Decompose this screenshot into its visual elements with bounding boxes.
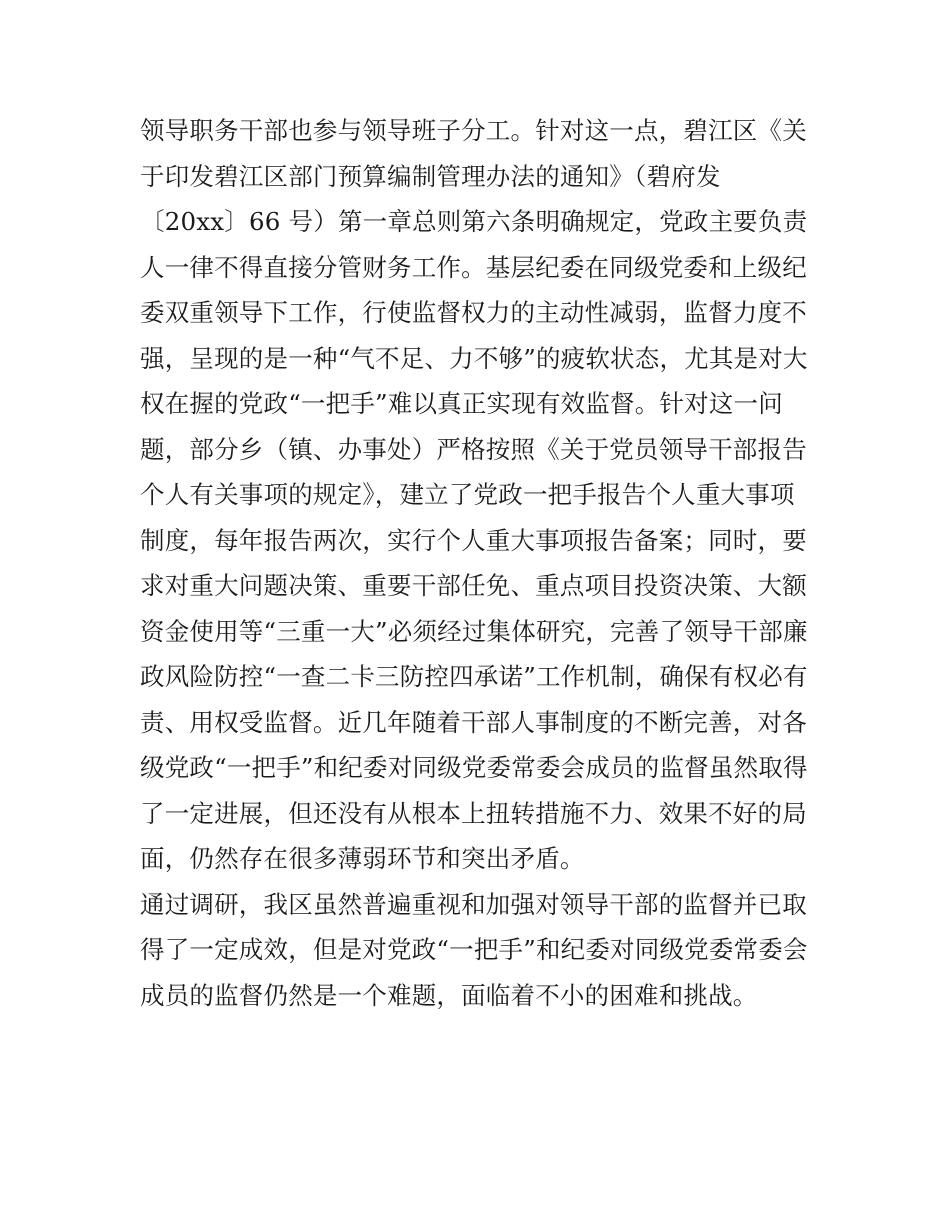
- text-line: 责、用权受监督。近几年随着干部人事制度的不断完善，对各: [140, 707, 807, 737]
- text-line: 题，部分乡（镇、办事处）严格按照《关于党员领导干部报告: [140, 434, 807, 464]
- text-line: 领导职务干部也参与领导班子分工。针对这一点，碧江区《关: [140, 116, 807, 145]
- text-line: 求对重大问题决策、重要干部任免、重点项目投资决策、大额: [140, 571, 807, 600]
- text-line: 通过调研，我区虽然普遍重视和加强对领导干部的监督并已取: [140, 889, 807, 919]
- text-line: 人一律不得直接分管财务工作。基层纪委在同级党委和上级纪: [140, 252, 807, 282]
- text-line: 委双重领导下工作，行使监督权力的主动性减弱，监督力度不: [140, 298, 807, 327]
- text-line: 于印发碧江区部门预算编制管理办法的通知》（碧府发: [140, 161, 721, 191]
- paragraph-1: [140, 108, 820, 882]
- text-line: 资金使用等“三重一大”必须经过集体研究，完善了领导干部廉: [140, 616, 808, 646]
- text-line: 〔20xx〕66 号）第一章总则第六条明确规定，党政主要负责: [140, 207, 808, 236]
- text-line: 强，呈现的是一种“气不足、力不够”的疲软状态，尤其是对大: [140, 343, 808, 373]
- text-line: 制度，每年报告两次，实行个人重大事项报告备案；同时，要: [140, 525, 807, 555]
- paragraph-2: [140, 882, 820, 1019]
- text-line: 级党政“一把手”和纪委对同级党委常委会成员的监督虽然取得: [140, 753, 808, 782]
- text-line: 了一定进展，但还没有从根本上扭转措施不力、效果不好的局: [140, 798, 807, 828]
- text-line: 面，仍然存在很多薄弱环节和突出矛盾。: [140, 844, 585, 873]
- body-text: [140, 108, 820, 1018]
- text-line: 政风险防控“一查二卡三防控四承诺”工作机制，确保有权必有: [140, 662, 808, 691]
- text-line: 权在握的党政“一把手”难以真正实现有效监督。针对这一问: [140, 389, 783, 418]
- text-line: 成员的监督仍然是一个难题，面临着不小的困难和挑战。: [140, 980, 758, 1010]
- text-line: 个人有关事项的规定》，建立了党政一把手报告个人重大事项: [140, 480, 795, 509]
- text-line: 得了一定成效，但是对党政“一把手”和纪委对同级党委常委会: [140, 935, 808, 964]
